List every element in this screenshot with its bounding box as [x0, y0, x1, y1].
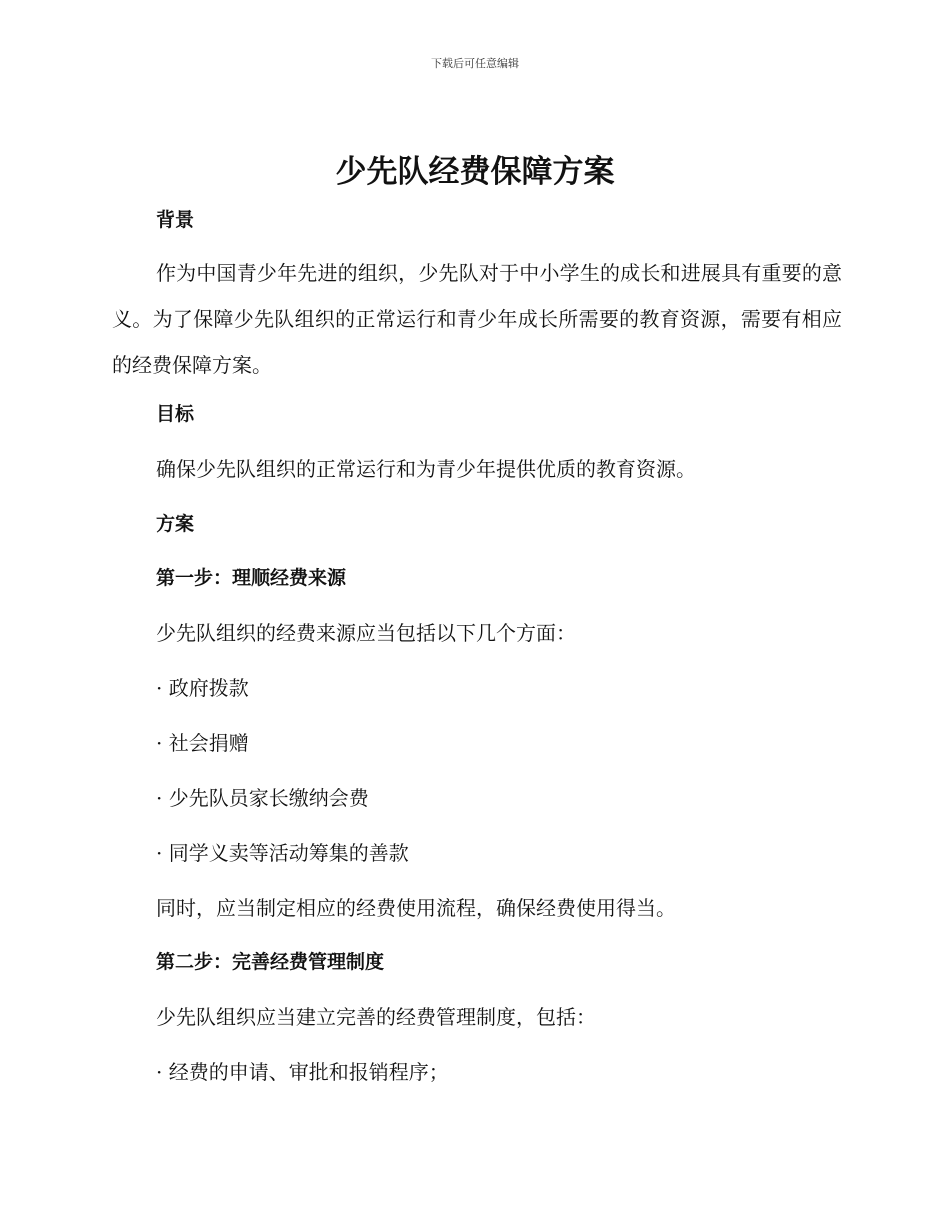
list-item: · 少先队员家长缴纳会费 [156, 786, 369, 810]
list-item: · 政府拨款 [156, 676, 249, 700]
step1-intro: 少先队组织的经费来源应当包括以下几个方面： [156, 621, 576, 645]
step2-heading: 第二步：完善经费管理制度 [156, 951, 385, 973]
goal-heading: 目标 [156, 403, 195, 425]
page-title: 少先队经费保障方案 [335, 154, 615, 190]
goal-paragraph: 确保少先队组织的正常运行和为青少年提供优质的教育资源。 [156, 457, 696, 481]
list-item: · 社会捐赠 [156, 731, 249, 755]
header-note: 下载后可任意编辑 [431, 57, 519, 70]
step1-note: 同时，应当制定相应的经费使用流程，确保经费使用得当。 [156, 896, 676, 920]
step1-heading: 第一步：理顺经费来源 [156, 567, 347, 589]
list-item: · 经费的申请、审批和报销程序； [156, 1060, 449, 1084]
step2-intro: 少先队组织应当建立完善的经费管理制度，包括： [156, 1005, 596, 1029]
background-heading: 背景 [156, 209, 195, 231]
list-item: · 同学义卖等活动筹集的善款 [156, 841, 409, 865]
plan-heading: 方案 [156, 513, 195, 535]
background-paragraph: 作为中国青少年先进的组织，少先队对于中小学生的成长和进展具有重要的意义。为了保障少先队组织的正常运行和青少年成长所需要的教育资源，需要有相应的经费保障方案。 [112, 261, 842, 377]
